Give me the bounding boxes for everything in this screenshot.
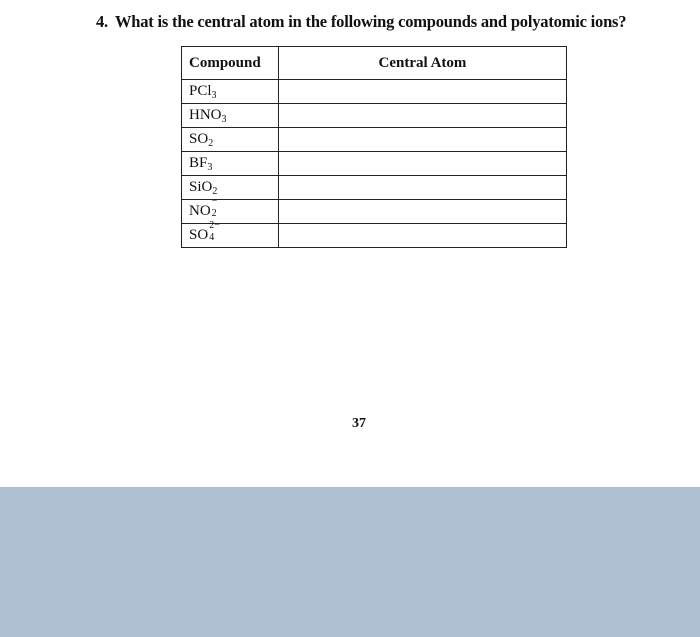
formula-base: PCl <box>189 83 212 99</box>
table-row <box>182 128 567 152</box>
central-atom-answer-cell[interactable] <box>278 224 566 248</box>
formula-charge-group <box>211 196 220 219</box>
table-row <box>182 200 567 224</box>
table-row <box>182 224 567 248</box>
compound-cell <box>182 104 279 128</box>
formula-subscript: 3 <box>207 162 213 173</box>
formula-subscript: 2 <box>211 208 217 219</box>
table-header-row <box>182 47 567 80</box>
central-atom-answer-cell[interactable] <box>278 200 566 224</box>
compound-cell <box>182 152 279 176</box>
formula-subscript: 4 <box>209 232 215 243</box>
compound-cell <box>182 176 279 200</box>
compound-cell <box>182 196 279 224</box>
formula-base: HNO <box>189 107 222 123</box>
table-row <box>182 104 567 128</box>
question-text: What is the central atom in the following compounds and polyatomic ions? <box>114 12 627 31</box>
page-number: 37 <box>352 416 366 431</box>
table-body <box>182 80 567 248</box>
table-row <box>182 80 567 104</box>
compound-cell <box>182 128 279 152</box>
formula-base: SO <box>189 227 209 243</box>
central-atom-answer-cell[interactable] <box>278 152 566 176</box>
formula-base: BF <box>189 155 208 171</box>
formula-charge-group <box>208 220 220 243</box>
header-compound: Compound <box>182 47 279 80</box>
formula-subscript: 3 <box>221 114 227 125</box>
formula-subscript: 2 <box>208 138 214 149</box>
background-band <box>0 487 700 637</box>
central-atom-answer-cell[interactable] <box>278 128 566 152</box>
central-atom-answer-cell[interactable] <box>278 104 566 128</box>
header-central-atom: Central Atom <box>278 47 566 80</box>
question-number: 4. <box>96 12 108 31</box>
formula-subscript: 3 <box>211 90 217 101</box>
compound-cell <box>182 220 279 248</box>
formula-charge: − <box>211 196 218 207</box>
formula-base: SO <box>189 131 209 147</box>
compound-cell <box>182 80 279 104</box>
question-4 <box>96 12 626 32</box>
formula-subscript: 2 <box>212 186 218 197</box>
table-row <box>182 152 567 176</box>
formula-base: NO <box>189 203 211 219</box>
formula-base: SiO <box>189 179 213 195</box>
central-atom-answer-cell[interactable] <box>278 176 566 200</box>
formula-charge: 2− <box>209 220 220 231</box>
central-atom-table <box>181 46 567 248</box>
table-row <box>182 176 567 200</box>
central-atom-answer-cell[interactable] <box>278 80 566 104</box>
